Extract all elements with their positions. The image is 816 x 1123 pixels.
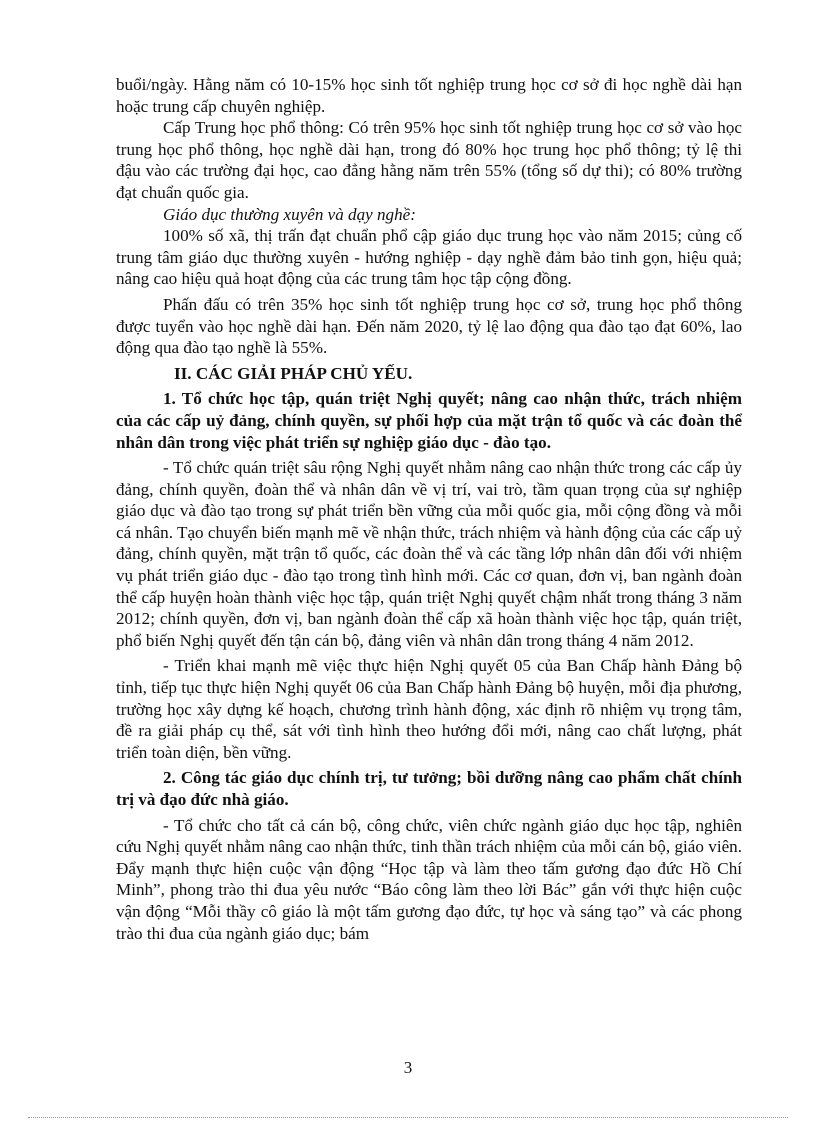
paragraph-universal-education: 100% số xã, thị trấn đạt chuẩn phổ cập giáo dục trung học vào năm 2015; củng cố trung tâm giáo dục thường xuyên - hướng nghiệp - dạy nghề đảm bảo tinh gọn, hiệu quả; nâng cao hiệu quả hoạt động của các trung tâm học tập cộng đồng. [116, 226, 742, 289]
paragraph-resolution-implementation: - Triển khai mạnh mẽ việc thực hiện Nghị quyết 05 của Ban Chấp hành Đảng bộ tỉnh, tiếp tục thực hiện Nghị quyết 06 của Ban Chấp hành Đảng bộ huyện, mỗi địa phương, trường học xây dựng kế hoạch, chương trình hành động, xác định rõ nhiệm vụ trọng tâm, đề ra giải pháp cụ thể, sát với tình hình theo hướng đổi mới, nâng cao chất lượng, phát triển toàn diện, bền vững. [116, 656, 742, 762]
paragraph-political-education: - Tổ chức cho tất cả cán bộ, công chức, viên chức ngành giáo dục học tập, nghiên cứu Nghị quyết nhằm nâng cao nhận thức, tinh thần trách nhiệm của mỗi cán bộ, giáo viên. Đẩy mạnh thực hiện cuộc vận động “Học tập và làm theo tấm gương đạo đức Hồ Chí Minh”, phong trào thi đua yêu nước “Báo công làm theo lời Bác” gắn với thực hiện cuộc vận động “Mỗi thầy cô giáo là một tấm gương đạo đức, tự học và sáng tạo” và các phong trào thi đua của ngành giáo dục; bám [116, 815, 742, 943]
subsection-heading-1: 1. Tổ chức học tập, quán triệt Nghị quyết; nâng cao nhận thức, trách nhiệm của các cấp uỷ đảng, chính quyền, sự phối hợp của mặt trận tổ quốc và các đoàn thể nhân dân trong việc phát triển sự nghiệp giáo dục - đào tạo. [116, 389, 742, 452]
paragraph-resolution-dissemination: - Tổ chức quán triệt sâu rộng Nghị quyết nhằm nâng cao nhận thức trong các cấp ủy đảng, chính quyền, đoàn thể và nhân dân về vị trí, vai trò, tầm quan trọng của sự nghiệp giáo dục và đào tạo trong sự phát triển bền vững của mỗi quốc gia, mỗi cộng đồng và mỗi cá nhân. Tạo chuyển biến mạnh mẽ về nhận thức, trách nhiệm và hành động của các cấp uỷ đảng, chính quyền, mặt trận tổ quốc, các đoàn thể và các tầng lớp nhân dân đối với nhiệm vụ phát triển giáo dục - đào tạo trong tình hình mới. Các cơ quan, đơn vị, ban ngành đoàn thể cấp huyện hoàn thành việc học tập, quán triệt Nghị quyết chậm nhất trong tháng 3 năm 2012; chính quyền, đơn vị, ban ngành đoàn thể cấp xã hoàn thành việc học tập, quán triệt, phổ biến Nghị quyết đến tận cán bộ, đảng viên và nhân dân trong tháng 4 năm 2012. [116, 458, 742, 650]
section-heading-solutions: II. CÁC GIẢI PHÁP CHỦ YẾU. [174, 363, 413, 383]
subsection-heading-2: 2. Công tác giáo dục chính trị, tư tưởng; bồi dưỡng nâng cao phẩm chất chính trị và đạo đức nhà giáo. [116, 768, 742, 809]
page-number: 3 [403, 1058, 413, 1077]
paragraph-upper-secondary: Cấp Trung học phổ thông: Có trên 95% học sinh tốt nghiệp trung học cơ sở vào học trung học phổ thông, học nghề dài hạn, trong đó 80% học trung học phổ thông; tỷ lệ thi đậu vào các trường đại học, cao đẳng hằng năm trên 55% (tổng số dự thi); có 80% trường đạt chuẩn quốc gia. [116, 118, 742, 202]
footer-dotted-rule [28, 1117, 788, 1118]
document-page [116, 74, 742, 944]
paragraph-continuation: buổi/ngày. Hằng năm có 10-15% học sinh tốt nghiệp trung học cơ sở đi học nghề dài hạn hoặc trung cấp chuyên nghiệp. [116, 75, 742, 116]
paragraph-vocational-target: Phấn đấu có trên 35% học sinh tốt nghiệp trung học cơ sở, trung học phổ thông được tuyển vào học nghề dài hạn. Đến năm 2020, tỷ lệ lao động qua đào tạo đạt 60%, lao động qua đào tạo nghề là 55%. [116, 294, 742, 358]
subheading-continuing-education: Giáo dục thường xuyên và dạy nghề: [163, 204, 416, 224]
